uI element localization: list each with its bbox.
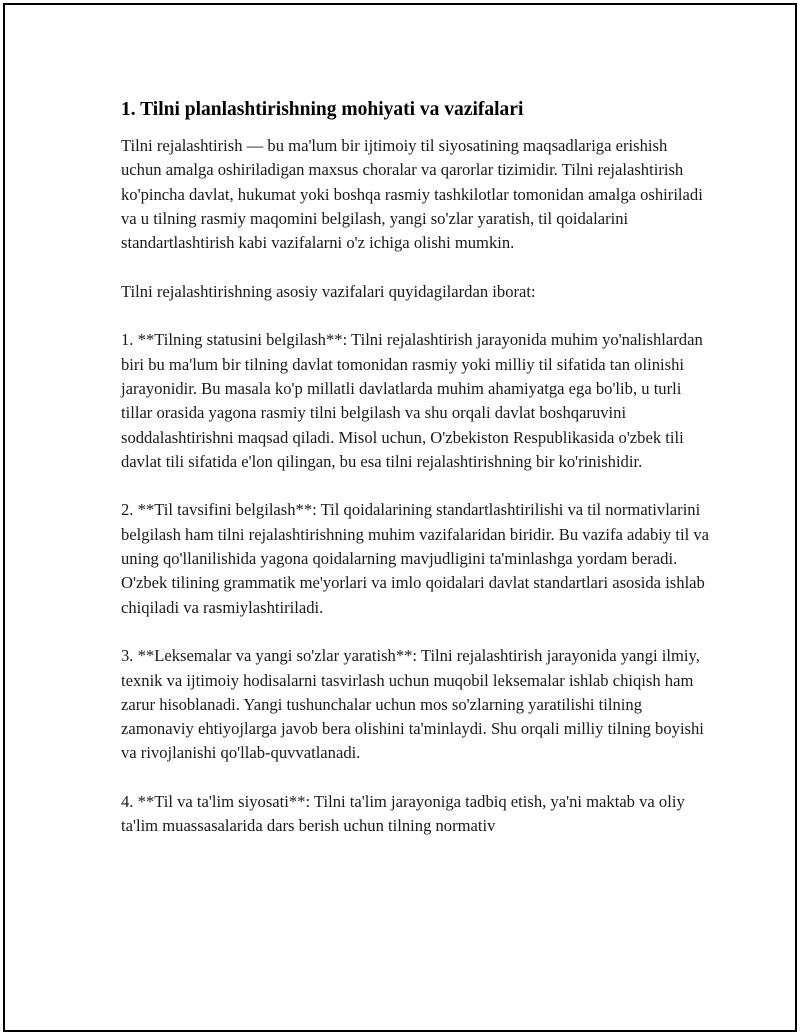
- page-border: [3, 3, 797, 1032]
- tasks-lead-paragraph: Tilni rejalashtirishning asosiy vazifalari quyidagilardan iborat:: [121, 281, 536, 301]
- task-3-paragraph: 3. **Leksemalar va yangi so'zlar yaratish**: Tilni rejalashtirish jarayonida yangi ilmiy, texnik va ijtimoiy hodisalarni tasvirlash uchun muqobil leksemalar ishlab chiqish ham zarur hisoblanadi. Yangi tushunchalar uchun mos so'zlarning yaratilishi tilning zamonaviy ehtiyojlarga javob bera olishini ta'minlaydi. Shu orqali milliy tilning boyishi va rivojlanishi qo'llab-quvvatlanadi.: [121, 646, 704, 763]
- task-4-paragraph: 4. **Til va ta'lim siyosati**: Tilni ta'lim jarayoniga tadbiq etish, ya'ni maktab va oliy ta'lim muassasalarida dars berish uchun tilning normativ: [121, 792, 685, 836]
- task-2-paragraph: 2. **Til tavsifini belgilash**: Til qoidalarining standartlashtirilishi va til normativlarini belgilash ham tilni rejalashtirishning muhim vazifalaridan biridir. Bu vazifa adabiy til va uning qo'llanilishida yagona qoidalarning mavjudligini ta'minlashga yordam beradi. O'zbek tilining grammatik me'yorlari va imlo qoidalari davlat standartlari asosida ishlab chiqiladi va rasmiylashtiriladi.: [121, 500, 710, 617]
- document-body: [121, 98, 711, 839]
- intro-paragraph: Tilni rejalashtirish — bu ma'lum bir ijtimoiy til siyosatining maqsadlariga erishish uchun amalga oshiriladigan maxsus choralar va qarorlar tizimidir. Tilni rejalashtirish ko'pincha davlat, hukumat yoki boshqa rasmiy tashkilotlar tomonidan amalga oshiriladi va u tilning rasmiy maqomini belgilash, yangi so'zlar yaratish, til qoidalarini standartlashtirish kabi vazifalarni o'z ichiga olishi mumkin.: [121, 136, 703, 253]
- document-title: 1. Tilni planlashtirishning mohiyati va vazifalari: [121, 99, 524, 120]
- task-1-paragraph: 1. **Tilning statusini belgilash**: Tilni rejalashtirish jarayonida muhim yo'nalishlardan biri bu ma'lum bir tilning davlat tomonidan rasmiy yoki milliy til sifatida tan olinishi jarayonidir. Bu masala ko'p millatli davlatlarda muhim ahamiyatga ega bo'lib, u turli tillar orasida yagona rasmiy tilni belgilash va shu orqali davlat boshqaruvini soddalashtirishni maqsad qiladi. Misol uchun, O'zbekiston Respublikasida o'zbek tili davlat tili sifatida e'lon qilingan, bu esa tilni rejalashtirishning bir ko'rinishidir.: [121, 330, 703, 471]
